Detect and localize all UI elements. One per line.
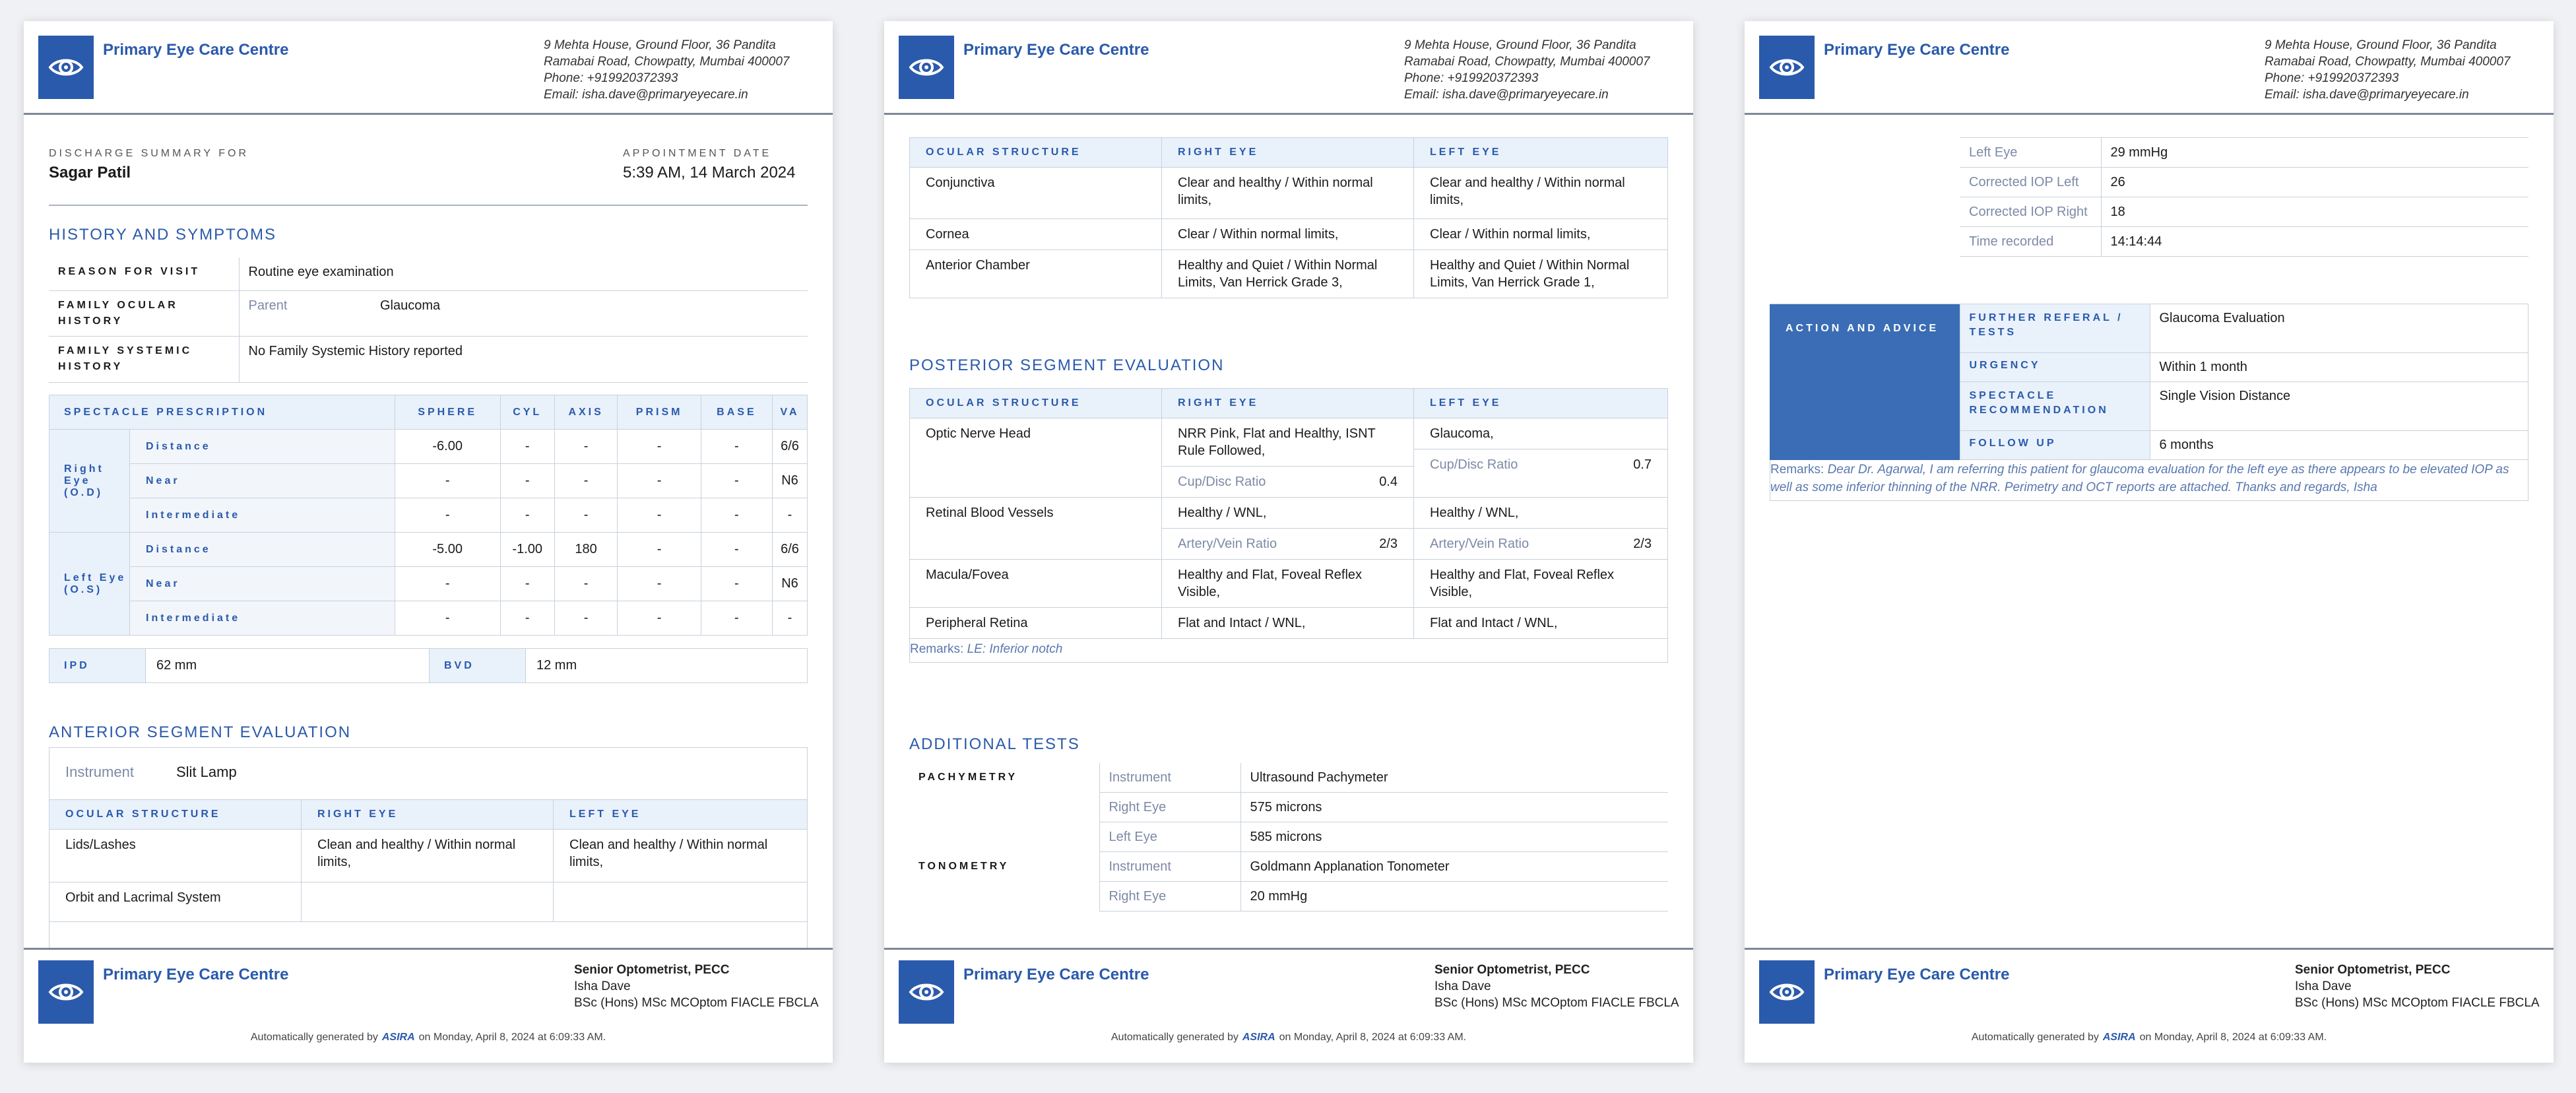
eye-logo-icon (1759, 960, 1815, 1024)
rx-cell: - (701, 567, 772, 601)
eye-logo-icon (38, 960, 94, 1024)
test-value: 14:14:44 (2101, 227, 2528, 257)
rx-cell: -5.00 (395, 533, 500, 567)
eye-logo-icon (899, 960, 954, 1024)
reason-label: REASON FOR VISIT (49, 257, 239, 290)
right-eye-value: Healthy and Flat, Foveal Reflex Visible, (1162, 560, 1414, 608)
left-eye-value: Clean and healthy / Within normal limits, (554, 830, 808, 882)
discharge-for-label: DISCHARGE SUMMARY FOR (49, 148, 249, 159)
right-eye-value: Flat and Intact / WNL, (1162, 608, 1414, 639)
right-eye-value: Clear and healthy / Within normal limits, (1162, 168, 1414, 219)
spectacle-prescription-table (49, 395, 808, 636)
rx-cell: - (773, 498, 808, 533)
page-footer (24, 948, 833, 1063)
col-right-eye: RIGHT EYE (1162, 138, 1414, 168)
history-table (49, 257, 808, 383)
structure-name: Lids/Lashes (49, 830, 302, 882)
test-key: Corrected IOP Right (1960, 197, 2101, 227)
col-structure: OCULAR STRUCTURE (910, 138, 1162, 168)
rx-cell: - (395, 464, 500, 498)
rx-row-label: Intermediate (130, 601, 395, 636)
structure-name: Macula/Fovea (910, 560, 1162, 608)
rx-cell: - (554, 430, 618, 464)
clinic-name: Primary Eye Care Centre (963, 41, 1149, 59)
test-key: Left Eye (1099, 822, 1240, 852)
av-ratio-label: Artery/Vein Ratio (1178, 537, 1277, 551)
clinic-address: 9 Mehta House, Ground Floor, 36 Pandita Ramabai Road, Chowpatty, Mumbai 400007 Phone: +919920372393 Email: isha.dave@primaryeyecare.in (1404, 38, 1650, 102)
family-ocular-relation: Parent (239, 290, 371, 336)
signature-block: Senior Optometrist, PECC Isha Dave BSc (Hons) MSc MCOptom FIACLE FBCLA (2295, 963, 2540, 1010)
tonometry-continued (1960, 137, 2528, 257)
col-structure: OCULAR STRUCTURE (49, 800, 302, 830)
left-eye-value: Healthy / WNL, Artery/Vein Ratio 2/3 (1414, 498, 1668, 560)
rx-cell: 180 (554, 533, 618, 567)
rx-cell: - (701, 533, 772, 567)
bvd-label: BVD (430, 649, 526, 683)
clinic-address: 9 Mehta House, Ground Floor, 36 Pandita Ramabai Road, Chowpatty, Mumbai 400007 Phone: +919920372393 Email: isha.dave@primaryeyecare.in (2265, 38, 2511, 102)
reason-value: Routine eye examination (239, 257, 808, 290)
rx-cell: - (554, 601, 618, 636)
ipd-bvd-row (49, 648, 808, 683)
patient-name: Sagar Patil (49, 164, 131, 182)
left-eye-value (554, 882, 808, 922)
action-value: Single Vision Distance (2150, 382, 2528, 431)
posterior-title: POSTERIOR SEGMENT EVALUATION (909, 356, 1225, 374)
right-eye-label: Right Eye (O.D) (49, 430, 130, 533)
test-key: Right Eye (1099, 882, 1240, 911)
right-eye-value: Clear / Within normal limits, (1162, 219, 1414, 250)
clinic-name: Primary Eye Care Centre (103, 41, 289, 59)
left-eye-value: Healthy and Quiet / Within Normal Limits, Van Herrick Grade 1, (1414, 250, 1668, 298)
history-title: HISTORY AND SYMPTOMS (49, 226, 276, 244)
cup-disc-right: 0.4 (1379, 475, 1398, 489)
structure-name: Cornea (910, 219, 1162, 250)
test-value: 585 microns (1240, 822, 1668, 852)
rx-cell: - (554, 567, 618, 601)
col-structure: OCULAR STRUCTURE (910, 389, 1162, 418)
rx-col: AXIS (554, 395, 618, 430)
rx-cell: - (554, 498, 618, 533)
test-key: Instrument (1099, 852, 1240, 882)
posterior-table (909, 388, 1668, 639)
rx-cell: - (618, 567, 701, 601)
cup-disc-label: Cup/Disc Ratio (1430, 457, 1518, 472)
test-value: Goldmann Applanation Tonometer (1240, 852, 1668, 882)
rx-row-label: Distance (130, 430, 395, 464)
rx-cell: -6.00 (395, 430, 500, 464)
anterior-table-p1 (49, 799, 808, 922)
rx-cell: - (500, 567, 554, 601)
rx-cell: - (701, 430, 772, 464)
rx-cell: - (701, 464, 772, 498)
test-key: Time recorded (1960, 227, 2101, 257)
structure-name: Peripheral Retina (910, 608, 1162, 639)
test-key: Right Eye (1099, 793, 1240, 822)
rx-col: CYL (500, 395, 554, 430)
appointment-date-label: APPOINTMENT DATE (623, 148, 772, 159)
anterior-box (49, 747, 808, 949)
rx-cell: - (773, 601, 808, 636)
action-label: ACTION AND ADVICE (1770, 304, 1960, 460)
family-systemic-label: FAMILY SYSTEMIC HISTORY (49, 336, 239, 382)
right-eye-value (302, 882, 554, 922)
clinic-name: Primary Eye Care Centre (103, 966, 289, 983)
action-table (1770, 304, 2528, 460)
family-ocular-value: Glaucoma (371, 290, 808, 336)
rx-cell: - (618, 464, 701, 498)
rx-row-label: Near (130, 567, 395, 601)
ipd-value: 62 mm (146, 649, 430, 683)
clinic-address: 9 Mehta House, Ground Floor, 36 Pandita Ramabai Road, Chowpatty, Mumbai 400007 Phone: +919920372393 Email: isha.dave@primaryeyecare.in (544, 38, 790, 102)
rx-cell: - (500, 464, 554, 498)
structure-name: Optic Nerve Head (910, 418, 1162, 498)
eye-logo-icon (1759, 36, 1815, 99)
rx-cell: - (701, 601, 772, 636)
eye-logo-icon (899, 36, 954, 99)
family-systemic-value: No Family Systemic History reported (239, 336, 808, 382)
right-eye-value: NRR Pink, Flat and Healthy, ISNT Rule Followed, Cup/Disc Ratio 0.4 (1162, 418, 1414, 498)
rx-col: VA (773, 395, 808, 430)
col-left-eye: LEFT EYE (1414, 138, 1668, 168)
instrument-label: Instrument (65, 764, 134, 780)
action-value: Glaucoma Evaluation (2150, 304, 2528, 353)
rx-cell: - (618, 430, 701, 464)
rx-cell: - (500, 498, 554, 533)
tests-table (909, 763, 1668, 911)
generated-note: Automatically generated by ASIRA on Monday, April 8, 2024 at 6:09:33 AM. (250, 1032, 606, 1043)
page-header (884, 21, 1693, 115)
left-eye-label: Left Eye (O.S) (49, 533, 130, 636)
rx-col: BASE (701, 395, 772, 430)
rx-cell: - (554, 464, 618, 498)
rx-cell: - (618, 533, 701, 567)
pachymetry-label: PACHYMETRY (909, 763, 1099, 852)
signature-block: Senior Optometrist, PECC Isha Dave BSc (Hons) MSc MCOptom FIACLE FBCLA (1434, 963, 1679, 1010)
action-box (1770, 304, 2528, 501)
family-ocular-label: FAMILY OCULAR HISTORY (49, 290, 239, 336)
posterior-remarks: Remarks: LE: Inferior notch (910, 642, 1063, 656)
rx-cell: N6 (773, 464, 808, 498)
right-eye-value: Healthy and Quiet / Within Normal Limits, Van Herrick Grade 3, (1162, 250, 1414, 298)
cup-disc-left: 0.7 (1633, 457, 1652, 472)
rx-cell: - (618, 498, 701, 533)
anterior-title: ANTERIOR SEGMENT EVALUATION (49, 723, 352, 741)
action-remarks: Remarks: Dear Dr. Agarwal, I am referring this patient for glaucoma evaluation for the left eye as there appears to be elevated IOP as well as some inferior thinning of the NRR. Perimetry and OCT reports are attached. Thanks and regards, Isha (1770, 463, 2509, 494)
test-key: Instrument (1099, 763, 1240, 793)
rx-cell: - (500, 601, 554, 636)
rx-cell: - (701, 498, 772, 533)
col-right-eye: RIGHT EYE (302, 800, 554, 830)
cup-disc-label: Cup/Disc Ratio (1178, 475, 1266, 489)
clinic-name: Primary Eye Care Centre (1824, 966, 2010, 983)
left-eye-value: Clear / Within normal limits, (1414, 219, 1668, 250)
right-eye-value: Healthy / WNL, Artery/Vein Ratio 2/3 (1162, 498, 1414, 560)
test-value: 26 (2101, 168, 2528, 197)
instrument-value: Slit Lamp (176, 764, 237, 780)
page-1 (24, 21, 833, 1063)
action-value: Within 1 month (2150, 353, 2528, 382)
clinic-name: Primary Eye Care Centre (1824, 41, 2010, 59)
rx-cell: 6/6 (773, 430, 808, 464)
rx-cell: - (618, 601, 701, 636)
test-value: 575 microns (1240, 793, 1668, 822)
page-header (24, 21, 833, 115)
rx-cell: - (500, 430, 554, 464)
tonometry-label: TONOMETRY (909, 852, 1099, 911)
col-left-eye: LEFT EYE (1414, 389, 1668, 418)
appointment-date: 5:39 AM, 14 March 2024 (623, 164, 796, 182)
clinic-name: Primary Eye Care Centre (963, 966, 1149, 983)
col-right-eye: RIGHT EYE (1162, 389, 1414, 418)
rx-col: SPHERE (395, 395, 500, 430)
test-value: 20 mmHg (1240, 882, 1668, 911)
rx-cell: - (395, 601, 500, 636)
action-key: FOLLOW UP (1960, 431, 2150, 460)
test-value: Ultrasound Pachymeter (1240, 763, 1668, 793)
action-value: 6 months (2150, 431, 2528, 460)
test-value: 18 (2101, 197, 2528, 227)
rx-row-label: Near (130, 464, 395, 498)
page-footer (884, 948, 1693, 1063)
eye-logo-icon (38, 36, 94, 99)
col-left-eye: LEFT EYE (554, 800, 808, 830)
action-key: FURTHER REFERAL / TESTS (1960, 304, 2150, 353)
action-key: URGENCY (1960, 353, 2150, 382)
action-key: SPECTACLE RECOMMENDATION (1960, 382, 2150, 431)
bvd-value: 12 mm (526, 649, 808, 683)
page-3 (1745, 21, 2554, 1063)
test-key: Corrected IOP Left (1960, 168, 2101, 197)
page-2 (884, 21, 1693, 1063)
test-key: Left Eye (1960, 138, 2101, 168)
divider (49, 205, 808, 206)
av-ratio-right: 2/3 (1379, 537, 1398, 551)
ipd-label: IPD (49, 649, 146, 683)
structure-name: Anterior Chamber (910, 250, 1162, 298)
rx-header: SPECTACLE PRESCRIPTION (49, 395, 395, 430)
rx-cell: N6 (773, 567, 808, 601)
tests-title: ADDITIONAL TESTS (909, 735, 1080, 753)
anterior-table-p2 (909, 137, 1668, 298)
structure-name: Conjunctiva (910, 168, 1162, 219)
left-eye-value: Glaucoma, Cup/Disc Ratio 0.7 (1414, 418, 1668, 498)
av-ratio-label: Artery/Vein Ratio (1430, 537, 1530, 551)
right-eye-value: Clean and healthy / Within normal limits, (302, 830, 554, 882)
rx-row-label: Distance (130, 533, 395, 567)
rx-col: PRISM (618, 395, 701, 430)
rx-cell: - (395, 567, 500, 601)
left-eye-value: Clear and healthy / Within normal limits, (1414, 168, 1668, 219)
rx-row-label: Intermediate (130, 498, 395, 533)
test-value: 29 mmHg (2101, 138, 2528, 168)
page-header (1745, 21, 2554, 115)
generated-note: Automatically generated by ASIRA on Monday, April 8, 2024 at 6:09:33 AM. (1971, 1032, 2327, 1043)
av-ratio-left: 2/3 (1633, 537, 1652, 551)
left-eye-value: Flat and Intact / WNL, (1414, 608, 1668, 639)
structure-name: Retinal Blood Vessels (910, 498, 1162, 560)
posterior-box (909, 388, 1668, 663)
generated-note: Automatically generated by ASIRA on Monday, April 8, 2024 at 6:09:33 AM. (1111, 1032, 1467, 1043)
rx-cell: 6/6 (773, 533, 808, 567)
signature-block: Senior Optometrist, PECC Isha Dave BSc (Hons) MSc MCOptom FIACLE FBCLA (574, 963, 819, 1010)
rx-cell: -1.00 (500, 533, 554, 567)
structure-name: Orbit and Lacrimal System (49, 882, 302, 922)
rx-cell: - (395, 498, 500, 533)
page-footer (1745, 948, 2554, 1063)
left-eye-value: Healthy and Flat, Foveal Reflex Visible, (1414, 560, 1668, 608)
